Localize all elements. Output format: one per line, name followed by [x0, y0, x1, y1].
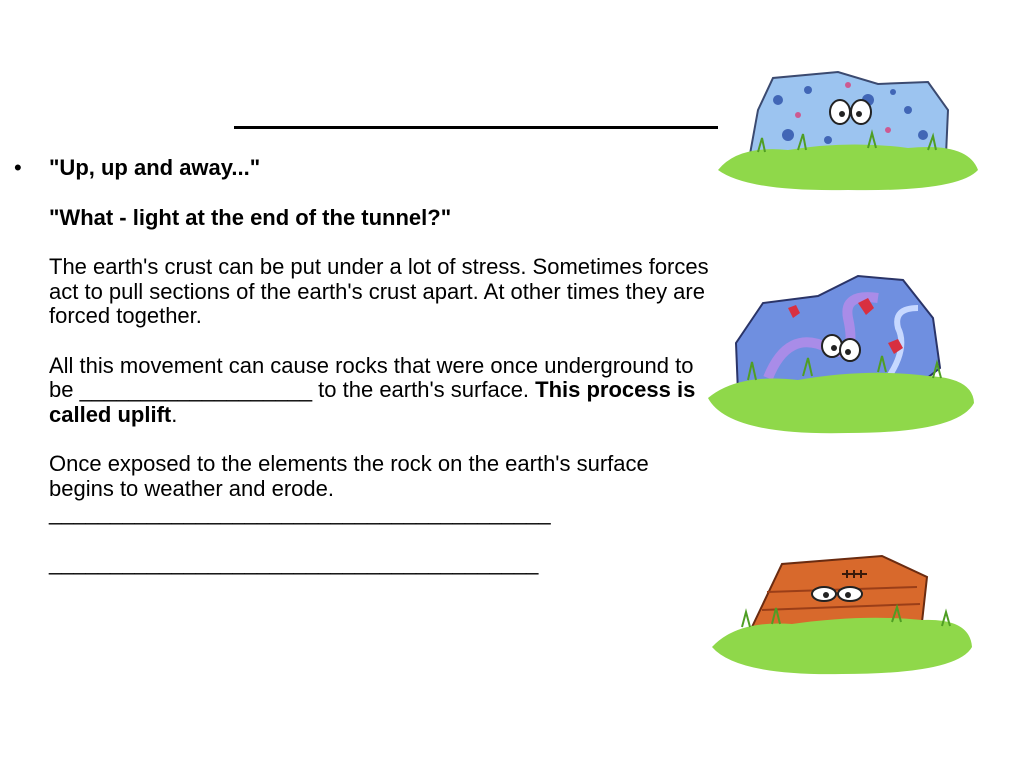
- metamorphic-rock-illustration: [708, 268, 976, 438]
- sedimentary-rock-illustration: [712, 552, 974, 676]
- title-blank-line: [234, 88, 718, 129]
- igneous-rock-illustration: [718, 70, 980, 192]
- uplift-definition: This process is called uplift: [49, 377, 696, 427]
- heading-light-at-end-of-tunnel: "What - light at the end of the tunnel?": [49, 204, 452, 230]
- answer-blank-2: ________________________________________: [49, 549, 539, 575]
- slide-body: [49, 156, 709, 600]
- paragraph-uplift: [49, 354, 709, 428]
- heading-up-up-and-away: "Up, up and away...": [49, 155, 261, 180]
- uplift-text: All this movement can cause rocks that were once underground to be ___________________ to the earth's surface.: [49, 352, 694, 402]
- paragraph-crust-stress: The earth's crust can be put under a lot of stress. Sometimes forces act to pull sections of the earth's crust apart. At other times they are forced together.: [49, 254, 709, 328]
- answer-blank-1: _________________________________________: [49, 500, 551, 525]
- paragraph-weathering: [49, 452, 709, 526]
- bullet-marker: •: [14, 155, 22, 180]
- weathering-text: Once exposed to the elements the rock on the earth's surface begins to weather and erode.: [49, 451, 649, 501]
- uplift-period: .: [171, 401, 178, 427]
